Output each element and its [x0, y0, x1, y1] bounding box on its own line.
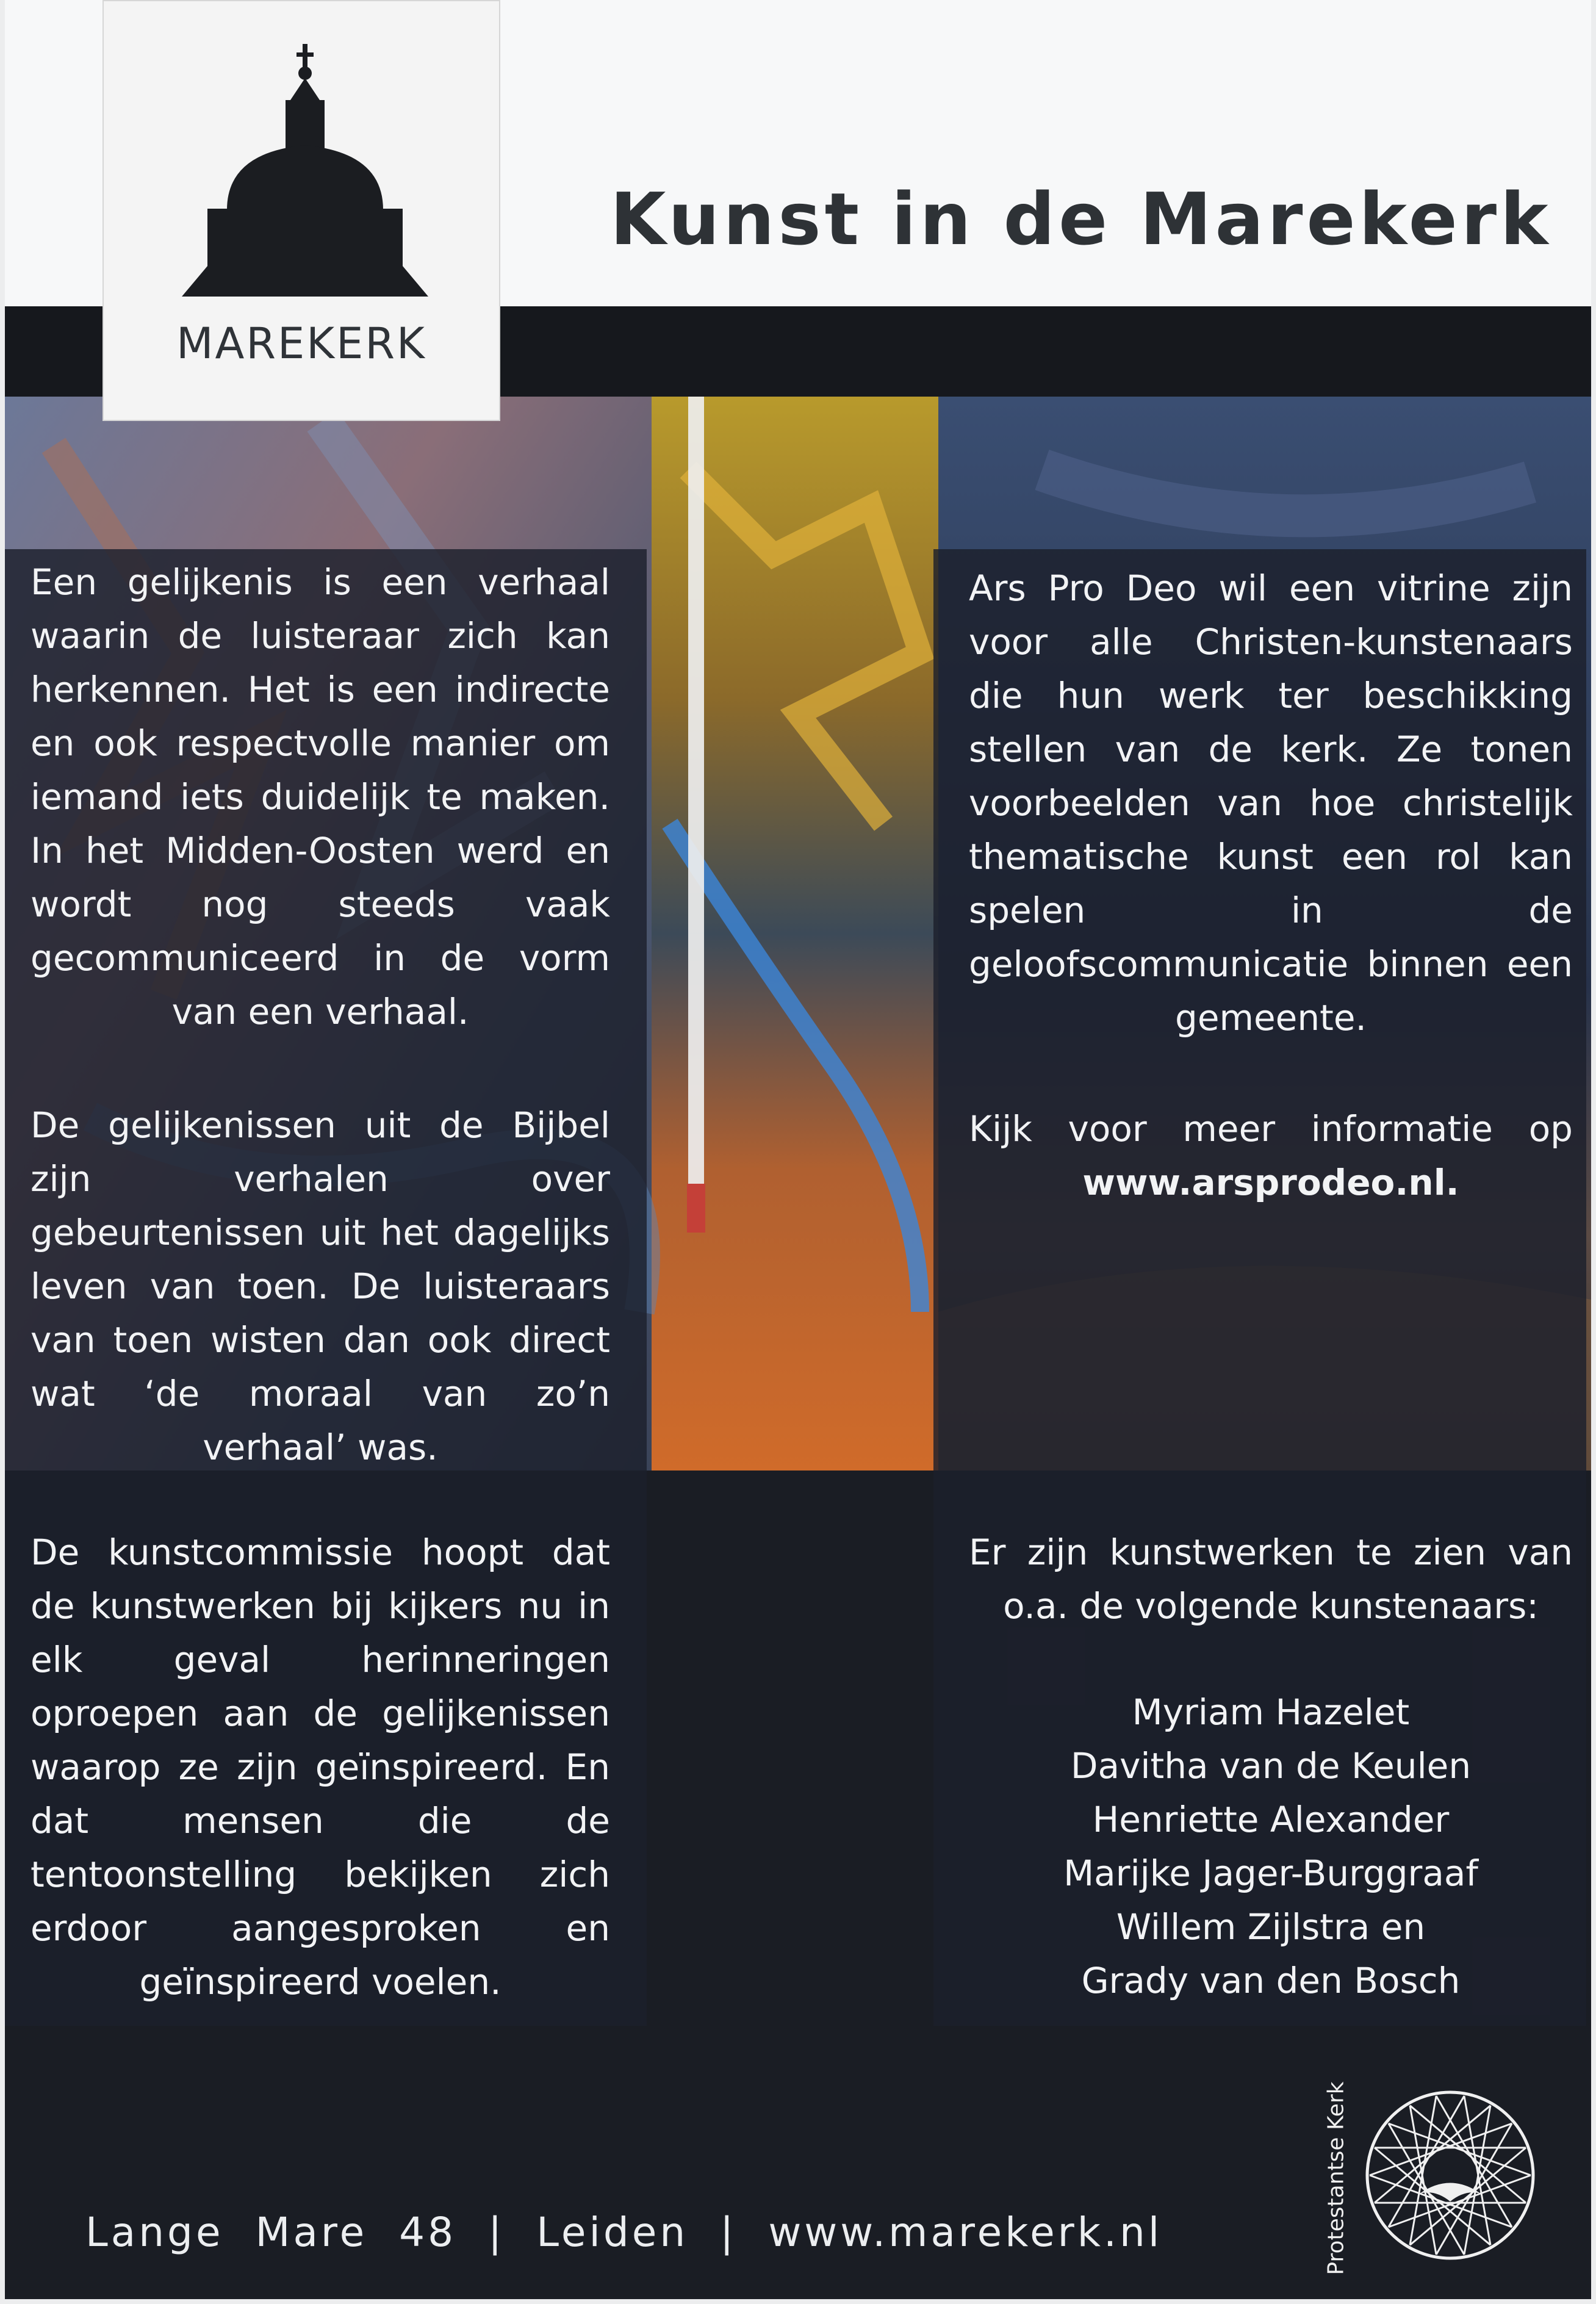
more-info-text: Kijk voor meer informatie op: [969, 1108, 1573, 1150]
right-paragraph-2: [969, 1102, 1573, 1209]
marekerk-logo: [102, 0, 500, 421]
protestantse-kerk-label-text: Protestantse Kerk: [1323, 2081, 1349, 2275]
logo-text: MAREKERK: [176, 319, 426, 369]
footer-address: Lange Mare 48 | Leiden | www.marekerk.nl: [85, 2209, 1163, 2256]
protestantse-kerk-label: [1323, 2081, 1350, 2275]
artist-name: Henriette Alexander: [1092, 1799, 1450, 1840]
left-paragraph-3: De kunstcommissie hoopt dat de kunstwerken bij kijkers nu in elk geval herinneringen oproepen aan de gelijkenissen waarop ze zijn geïnspireerd. En dat mensen die de tentoonstelling bekijken zich erdoor aangesproken en geïnspireerd voelen.: [31, 1532, 610, 2003]
left-paragraph-2: De gelijkenissen uit de Bijbel zijn verhalen over gebeurtenissen uit het dagelijks leven van toen. De luisteraars van toen wisten dan ook direct wat ‘de moraal van zo’n verhaal’ was.: [31, 1104, 610, 1468]
artist-list: [969, 1685, 1573, 2007]
right-paragraph-1: Ars Pro Deo wil een vitrine zijn voor alle Christen-kunstenaars die hun werk ter beschikking stellen van de kerk. Ze tonen voorbeelden van hoe christelijk thematische kunst een rol kan spelen in de geloofscommunicatie binnen een gemeente.: [969, 567, 1573, 1039]
artist-name: Willem Zijlstra en: [1116, 1906, 1426, 1948]
protestantse-kerk-logo-icon: [1362, 2087, 1539, 2264]
artist-name: Marijke Jager-Burggraaf: [1063, 1852, 1478, 1894]
page-title: Kunst in de Marekerk: [610, 177, 1552, 261]
emblem-ray: [1389, 2096, 1464, 2227]
left-paragraph-1: Een gelijkenis is een verhaal waarin de luisteraar zich kan herkennen. Het is een indirecte en ook respectvolle manier om iemand iets duidelijk te maken. In het Midden-Oosten werd en wordt nog steeds vaak gecommuniceerd in de vorm van een verhaal.: [31, 561, 610, 1032]
emblem-ray: [1436, 2096, 1512, 2227]
arsprodeo-link[interactable]: www.arsprodeo.nl.: [1082, 1162, 1459, 1203]
right-paragraph-3: Er zijn kunstwerken te zien van o.a. de volgende kunstenaars:: [969, 1532, 1573, 1627]
artist-name: Myriam Hazelet: [1132, 1691, 1410, 1733]
artist-name: Davitha van de Keulen: [1070, 1745, 1472, 1787]
church-icon: [171, 44, 439, 312]
artist-name: Grady van den Bosch: [1081, 1960, 1461, 2001]
